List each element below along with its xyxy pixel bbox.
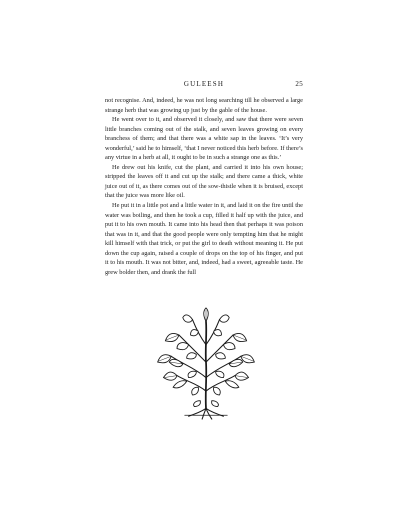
paragraph-2: He went over to it, and observed it closely, and saw that there were seven little branches coming out of the stalk, and seven leaves growing on every branchess of them; and that there was a white sap in the leaves. ‘It’s very wonderful,’ said he to himself, ‘that I never noticed this herb before. If there’s any virtue in a herb at all, it ought to be in such a strange one as this.’ [105, 116, 303, 162]
herb-plant-illustration-icon [148, 306, 264, 422]
paragraph-4: He put it in a little pot and a little water in it, and laid it on the fire until the water was boiling, and then he took a cup, filled it half up with the juice, and put it to his own mouth. It came into his head then that perhaps it was poison that was in it, and that the good people were only tempting him that he might kill himself with that trick, or put the girl to death without meaning it. He put down the cup again, raised a couple of drops on the top of his finger, and put it to his mouth. It was not bitter, and, indeed, had a sweet, agreeable taste. He grew bolder then, and drank the full [105, 202, 303, 276]
running-title: GULEESH [183, 80, 225, 88]
body-text [105, 96, 303, 277]
paragraph-3: He drew out his knife, cut the plant, and carried it into his own house; stripped the leaves off it and cut up the stalk; and there came a thick, white juice out of it, as there comes out of the sow-thistle when it is bruised, except that the juice was more like oil. [105, 163, 303, 200]
page-number: 25 [295, 80, 303, 88]
paragraph-1: not recognise. And, indeed, he was not long searching till he observed a large strange herb that was growing up just by the gable of the house. [105, 97, 303, 114]
running-head [105, 80, 303, 90]
